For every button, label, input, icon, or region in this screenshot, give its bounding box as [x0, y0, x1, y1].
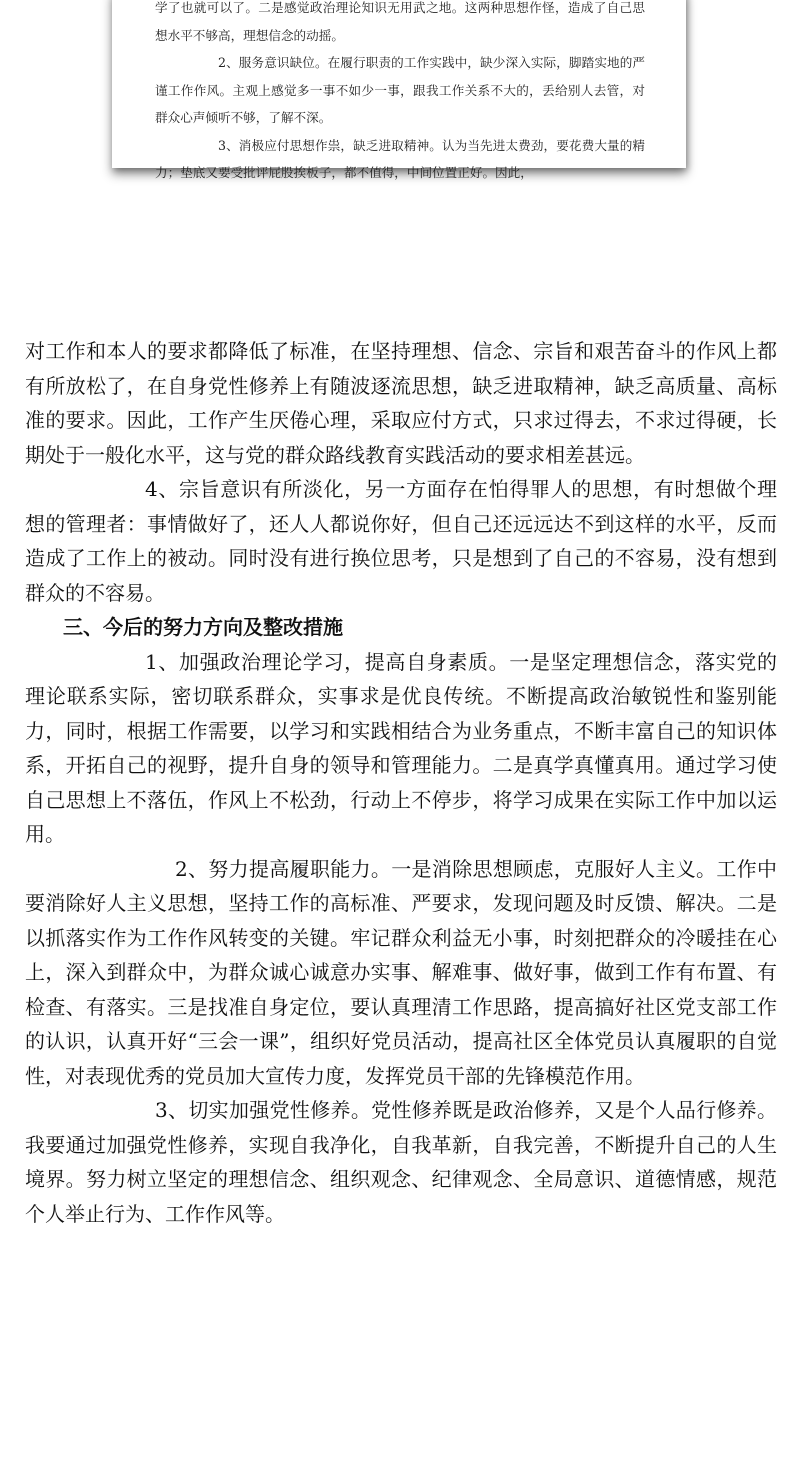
body-paragraph: 2、努力提高履职能力。一是消除思想顾虑，克服好人主义。工作中要消除好人主义思想，坚持工作的高标准、严要求，发现问题及时反馈、解决。二是以抓落实作为工作作风转变的关键。牢记群众利益无小事，时刻把群众的冷暖挂在心上，深入到群众中，为群众诚心诚意办实事、解难事、做好事，做到工作有布置、有检查、有落实。三是找准自身定位，要认真理清工作思路，提高搞好社区党支部工作的认识，认真开好“三会一课”，组织好党员活动，提高社区全体党员认真履职的自觉性，对表现优秀的党员加大宣传力度，发挥党员干部的先锋模范作用。	[25, 856, 777, 1088]
document-body	[25, 334, 777, 1231]
body-paragraph: 3、切实加强党性修养。党性修养既是政治修养，又是个人品行修养。我要通过加强党性修养，实现自我净化，自我革新，自我完善，不断提升自己的人生境界。努力树立坚定的理想信念、组织观念、纪律观念、全局意识、道德情感，规范个人举止行为、工作作风等。	[25, 1098, 777, 1226]
body-paragraph: 4、宗旨意识有所淡化，另一方面存在怕得罪人的思想，有时想做个理想的管理者：事情做好了，还人人都说你好，但自己还远远达不到这样的水平，反而造成了工作上的被动。同时没有进行换位思考，只是想到了自己的不容易，没有想到群众的不容易。	[25, 477, 777, 605]
body-paragraph: 1、加强政治理论学习，提高自身素质。一是坚定理想信念，落实党的理论联系实际，密切联系群众，实事求是优良传统。不断提高政治敏锐性和鉴别能力，同时，根据工作需要，以学习和实践相结合为业务重点，不断丰富自己的知识体系，开拓自己的视野，提升自身的领导和管理能力。二是真学真懂真用。通过学习使自己思想上不落伍，作风上不松劲，行动上不停步，将学习成果在实际工作中加以运用。	[25, 649, 777, 846]
preview-text	[155, 0, 645, 187]
body-paragraph: 对工作和本人的要求都降低了标准，在坚持理想、信念、宗旨和艰苦奋斗的作风上都有所放松了，在自身党性修养上有随波逐流思想，缺乏进取精神，缺乏高质量、高标准的要求。因此，工作产生厌倦心理，采取应付方式，只求过得去，不求过得硬，长期处于一般化水平，这与党的群众路线教育实践活动的要求相差甚远。	[25, 339, 777, 467]
preview-paragraph: 3、消极应付思想作祟，缺乏进取精神。认为当先进太费劲，要花费大量的精力；垫底又要受批评屁股挨板子，都不值得，中间位置正好。因此，	[155, 137, 645, 180]
section-heading: 三、今后的努力方向及整改措施	[63, 615, 343, 639]
document-preview-card	[112, 0, 686, 180]
preview-paragraph: 2、服务意识缺位。在履行职责的工作实践中，缺少深入实际，脚踏实地的严谨工作作风。主观上感觉多一事不如少一事，跟我工作关系不大的，丢给别人去管，对群众心声倾听不够，了解不深。	[155, 55, 645, 125]
preview-paragraph: 学了也就可以了。二是感觉政治理论知识无用武之地。这两种思想作怪，造成了自己思想水平不够高，理想信念的动摇。	[155, 0, 645, 43]
